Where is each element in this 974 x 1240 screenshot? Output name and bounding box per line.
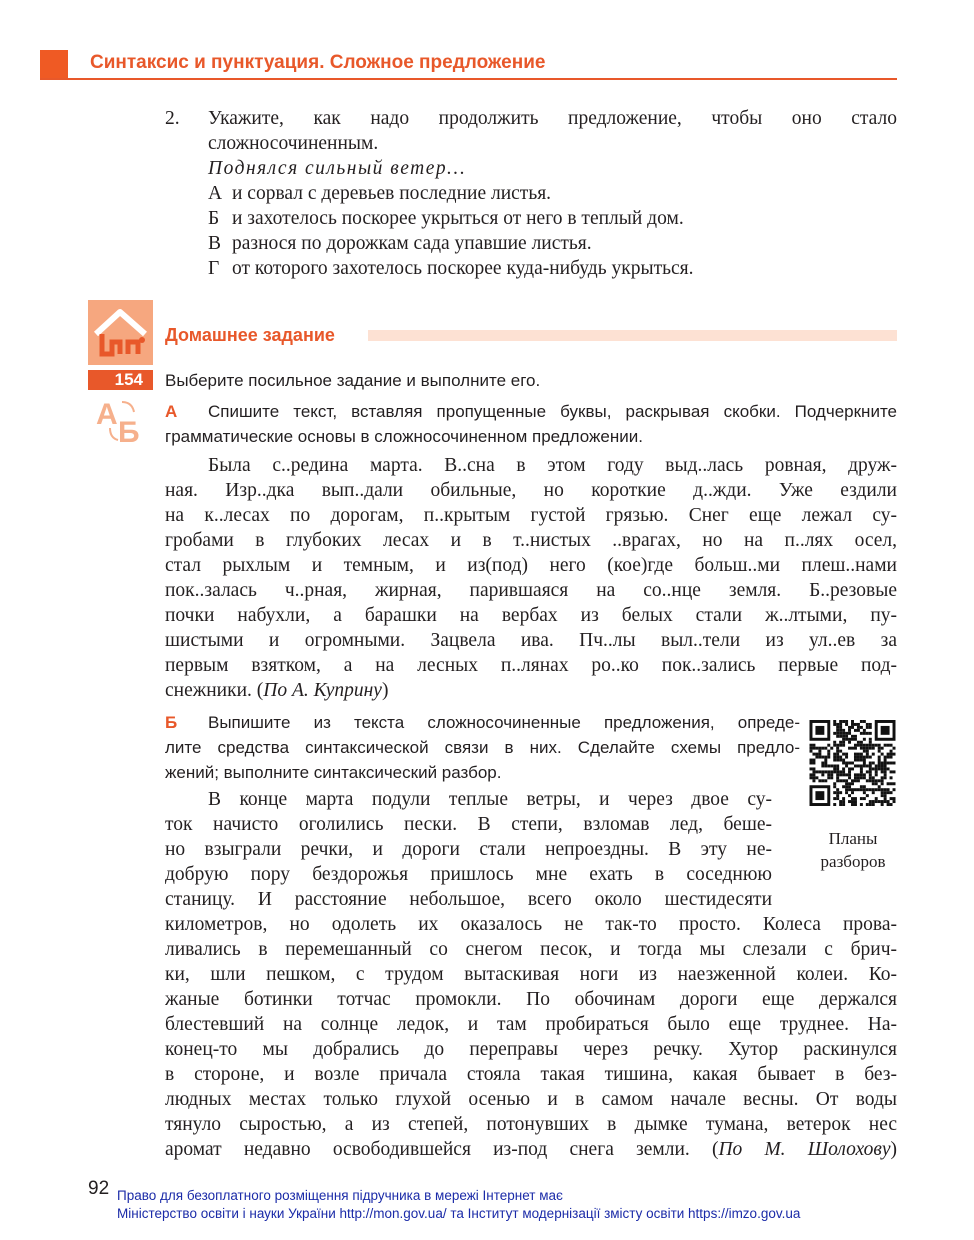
part-b-text-line: ток начисто оголились пески. В степи, взломав лед, беше- <box>165 814 772 835</box>
homework-title-bar <box>368 330 897 341</box>
license-notice-line: Право для безоплатного розміщення підручника в мережі Інтернет має <box>117 1188 563 1203</box>
task-prompt: Поднялся сильный ветер… <box>208 158 466 179</box>
part-a-text-line: на к..лесах по дорогам, п..крытым густой грязью. Снег еще лежал су- <box>165 505 897 526</box>
part-a-instruction-line: грамматические основы в сложносочиненном предложении. <box>165 427 643 446</box>
qr-caption-line: Планы <box>828 829 878 848</box>
chapter-marker <box>40 50 68 78</box>
text-fragment: ) <box>890 1139 897 1160</box>
part-b-instruction-line: Выпишите из текста сложносочиненные предложения, опреде- <box>208 713 800 732</box>
part-a-text-line: ная. Изр..дка вып..дали обильные, но короткие д..жди. Уже ездили <box>165 480 897 501</box>
option-letter: Б <box>208 208 220 229</box>
text-source: По М. Шолохову <box>718 1139 891 1160</box>
option-text: от которого захотелось поскорее куда-нибудь укрыться. <box>232 258 694 279</box>
part-b-text-line: ки, шли пешком, с трудом вытаскивая ноги из наезженной колеи. Ко- <box>165 964 897 985</box>
part-b-text-line: В конце марта подули теплые ветры, и через двое су- <box>208 789 772 810</box>
part-b-text-line: километров, но одолеть их оказалось не так-то просто. Колеса прова- <box>165 914 897 935</box>
part-a-text-line: гробами в глубоких лесах и в т..нистых ..врагах, но на п..лях осел, <box>165 530 897 551</box>
task-question-line: сложносочиненным. <box>208 133 379 154</box>
part-a-text-line: стал рыхлым и темным, и из(под) него (кое)где больш..ми плеш..нами <box>165 555 897 576</box>
chapter-title: Синтаксис и пунктуация. Сложное предложение <box>90 52 546 73</box>
homework-icon <box>88 300 153 365</box>
part-b-text-line: но взыграли речки, и дороги стали непроездны. В эту не- <box>165 839 772 860</box>
qr-caption-line: разборов <box>820 852 886 871</box>
part-b-text-line: конец-то мы добрались до переправы через речку. Хутор раскинулся <box>165 1039 897 1060</box>
svg-text:А: А <box>96 398 118 431</box>
part-a-text-line: почки набухли, а барашки на вербах из белых стали ж..лтыми, пу- <box>165 605 897 626</box>
part-b-text-line: блестевший на солнце ледок, и там пробираться было еще труднее. На- <box>165 1014 897 1035</box>
part-b-instruction-line: лите средства синтаксической связи в них. Сделайте схемы предло- <box>165 738 800 757</box>
svg-text:Б: Б <box>118 416 140 444</box>
part-a-text-line: Была с..редина марта. В..сна в этом году выд..лась ровная, друж- <box>208 455 897 476</box>
part-b-text-line: добрую пору бездорожья пришлось мне ехать в соседнюю <box>165 864 772 885</box>
homework-intro: Выберите посильное задание и выполните его. <box>165 371 541 390</box>
part-b-text-line: в стороне, и возле причала стояла такая тишина, какая бывает в без- <box>165 1064 897 1085</box>
option-letter: В <box>208 233 222 254</box>
option-text: разнося по дорожкам сада упавшие листья. <box>232 233 592 254</box>
task-number: 2. <box>165 108 180 129</box>
part-b-text-line: тянуло сыростью, а из степей, потонувших в дымке тумана, ветерок нес <box>165 1114 897 1135</box>
qr-code[interactable] <box>808 720 897 806</box>
part-a-text-line: пок..залась ч..рная, жирная, парившаяся на со..нце земля. Б..резовые <box>165 580 897 601</box>
text-fragment: ) <box>381 680 389 701</box>
part-b-text-line: станицу. И расстояние небольшое, всего около шестидесяти <box>165 889 772 910</box>
spelling-icon <box>96 396 148 444</box>
text-source: По А. Куприну <box>263 680 382 701</box>
part-b-text-line: жаные ботинки тотчас промокли. По обочинам дороги еще держался <box>165 989 897 1010</box>
text-fragment: снежники. ( <box>165 680 264 701</box>
part-a-text-line: первым взятком, а на лесных п..лянах ро..ко пок..зались первые под- <box>165 655 897 676</box>
part-b-text-line: людных местах только глухой осенью и в самом начале весны. От воды <box>165 1089 897 1110</box>
part-b-text-line: ливались в перемешанный со снегом песок, и тогда мы слезали с брич- <box>165 939 897 960</box>
part-a-label: А <box>165 402 178 421</box>
part-a-text-line: шистыми и огромными. Зацвела ива. Пч..лы выл..тели из ул..ев за <box>165 630 897 651</box>
option-letter: А <box>208 183 223 204</box>
part-a-text-last-line <box>165 678 388 703</box>
option-text: и сорвал с деревьев последние листья. <box>232 183 552 204</box>
page-number: 92 <box>88 1178 110 1199</box>
option-letter: Г <box>208 258 220 279</box>
exercise-number-badge: 154 <box>88 370 153 390</box>
header-divider <box>40 78 897 80</box>
option-text: и захотелось поскорее укрыться от него в теплый дом. <box>232 208 684 229</box>
part-b-text-last-line <box>165 1137 897 1162</box>
text-fragment: аромат недавно освободившейся из-под снега земли. ( <box>165 1139 719 1160</box>
homework-title: Домашнее задание <box>165 325 335 345</box>
license-notice-line: Міністерство освіти і науки України http://mon.gov.ua/ та Інститут модернізації змісту освіти https://imzo.gov.ua <box>117 1206 801 1221</box>
part-b-label: Б <box>165 713 178 732</box>
task-question-line: Укажите, как надо продолжить предложение, чтобы оно стало <box>208 108 897 129</box>
part-a-instruction-line: Спишите текст, вставляя пропущенные буквы, раскрывая скобки. Подчеркните <box>208 402 897 421</box>
part-b-instruction-line: жений; выполните синтаксический разбор. <box>165 763 502 782</box>
